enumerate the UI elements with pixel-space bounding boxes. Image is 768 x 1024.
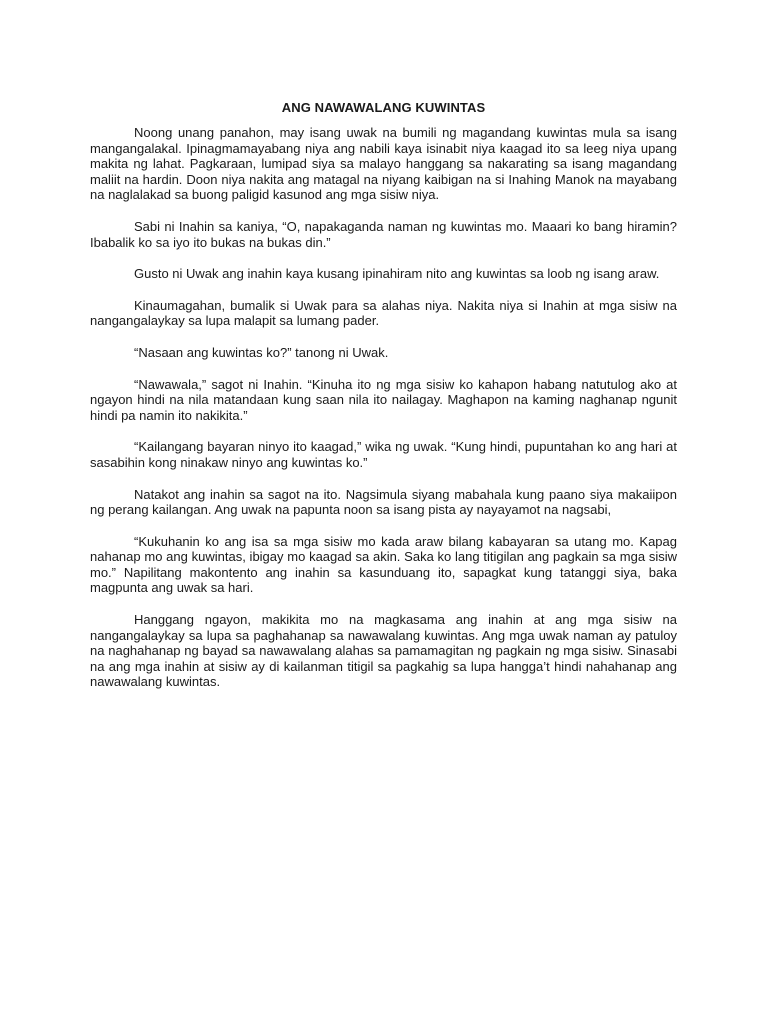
paragraph-3: Gusto ni Uwak ang inahin kaya kusang ipinahiram nito ang kuwintas sa loob ng isang araw. xyxy=(134,266,660,282)
paragraph-1: Noong unang panahon, may isang uwak na bumili ng magandang kuwintas mula sa isang mangangalakal. Ipinagmamayabang niya ang nabili kaya isinabit niya kaagad ito sa leeg niya upang makita ng lahat. Pagkaraan, lumipad siya sa malayo hanggang sa nakarating sa isang magandang maliit na hardin. Doon niya nakita ang matagal na niyang kaibigan na si Inahing Manok na mayabang na naglalakad sa buong paligid kasunod ang mga sisiw niya. xyxy=(90,125,677,203)
paragraph-2: Sabi ni Inahin sa kaniya, “O, napakaganda naman ng kuwintas mo. Maaari ko bang hiramin? Ibabalik ko sa iyo ito bukas na bukas din.” xyxy=(90,218,677,250)
paragraph-5: “Nasaan ang kuwintas ko?” tanong ni Uwak. xyxy=(134,344,389,360)
document-title: ANG NAWAWALANG KUWINTAS xyxy=(281,100,486,115)
paragraph-6: “Nawawala,” sagot ni Inahin. “Kinuha ito ng mga sisiw ko kahapon habang natutulog ako at ngayon hindi na nila matandaan kung saan nila ito nailagay. Maghapon na kaming naghanap ngunit hindi pa namin ito nakikita.” xyxy=(90,376,677,423)
paragraph-9: “Kukuhanin ko ang isa sa mga sisiw mo kada araw bilang kabayaran sa utang mo. Kapag nahanap mo ang kuwintas, ibigay mo kaagad sa akin. Saka ko lang titigilan ang pagkain sa mga sisiw mo.” Napilitang makontento ang inahin sa kasunduang ito, sapagkat kung tatanggi siya, baka magpunta ang uwak sa hari. xyxy=(90,533,677,596)
paragraph-7: “Kailangang bayaran ninyo ito kaagad,” wika ng uwak. “Kung hindi, pupuntahan ko ang hari at sasabihin kong ninakaw ninyo ang kuwintas ko.” xyxy=(90,439,677,470)
paragraph-8: Natakot ang inahin sa sagot na ito. Nagsimula siyang mabahala kung paano siya makaiipon ng perang kailangan. Ang uwak na papunta noon sa isang pista ay nayayamot na nagsabi, xyxy=(90,486,677,518)
paragraph-4: Kinaumagahan, bumalik si Uwak para sa alahas niya. Nakita niya si Inahin at mga sisiw na nangangalaykay sa lupa malapit sa lumang pader. xyxy=(90,297,677,329)
paragraph-10: Hanggang ngayon, makikita mo na magkasama ang inahin at ang mga sisiw na nangangalaykay sa lupa sa paghahanap sa nawawalang kuwintas. Ang mga uwak naman ay patuloy na naghahanap ng bayad sa nawawalang alahas sa pamamagitan ng pagkain ng mga sisiw. Sinasabi na ang mga inahin at sisiw ay di kailanman titigil sa pagkahig sa lupa hangga’t hindi nahahanap ang nawawalang kuwintas. xyxy=(90,612,677,690)
document-page xyxy=(90,100,677,706)
